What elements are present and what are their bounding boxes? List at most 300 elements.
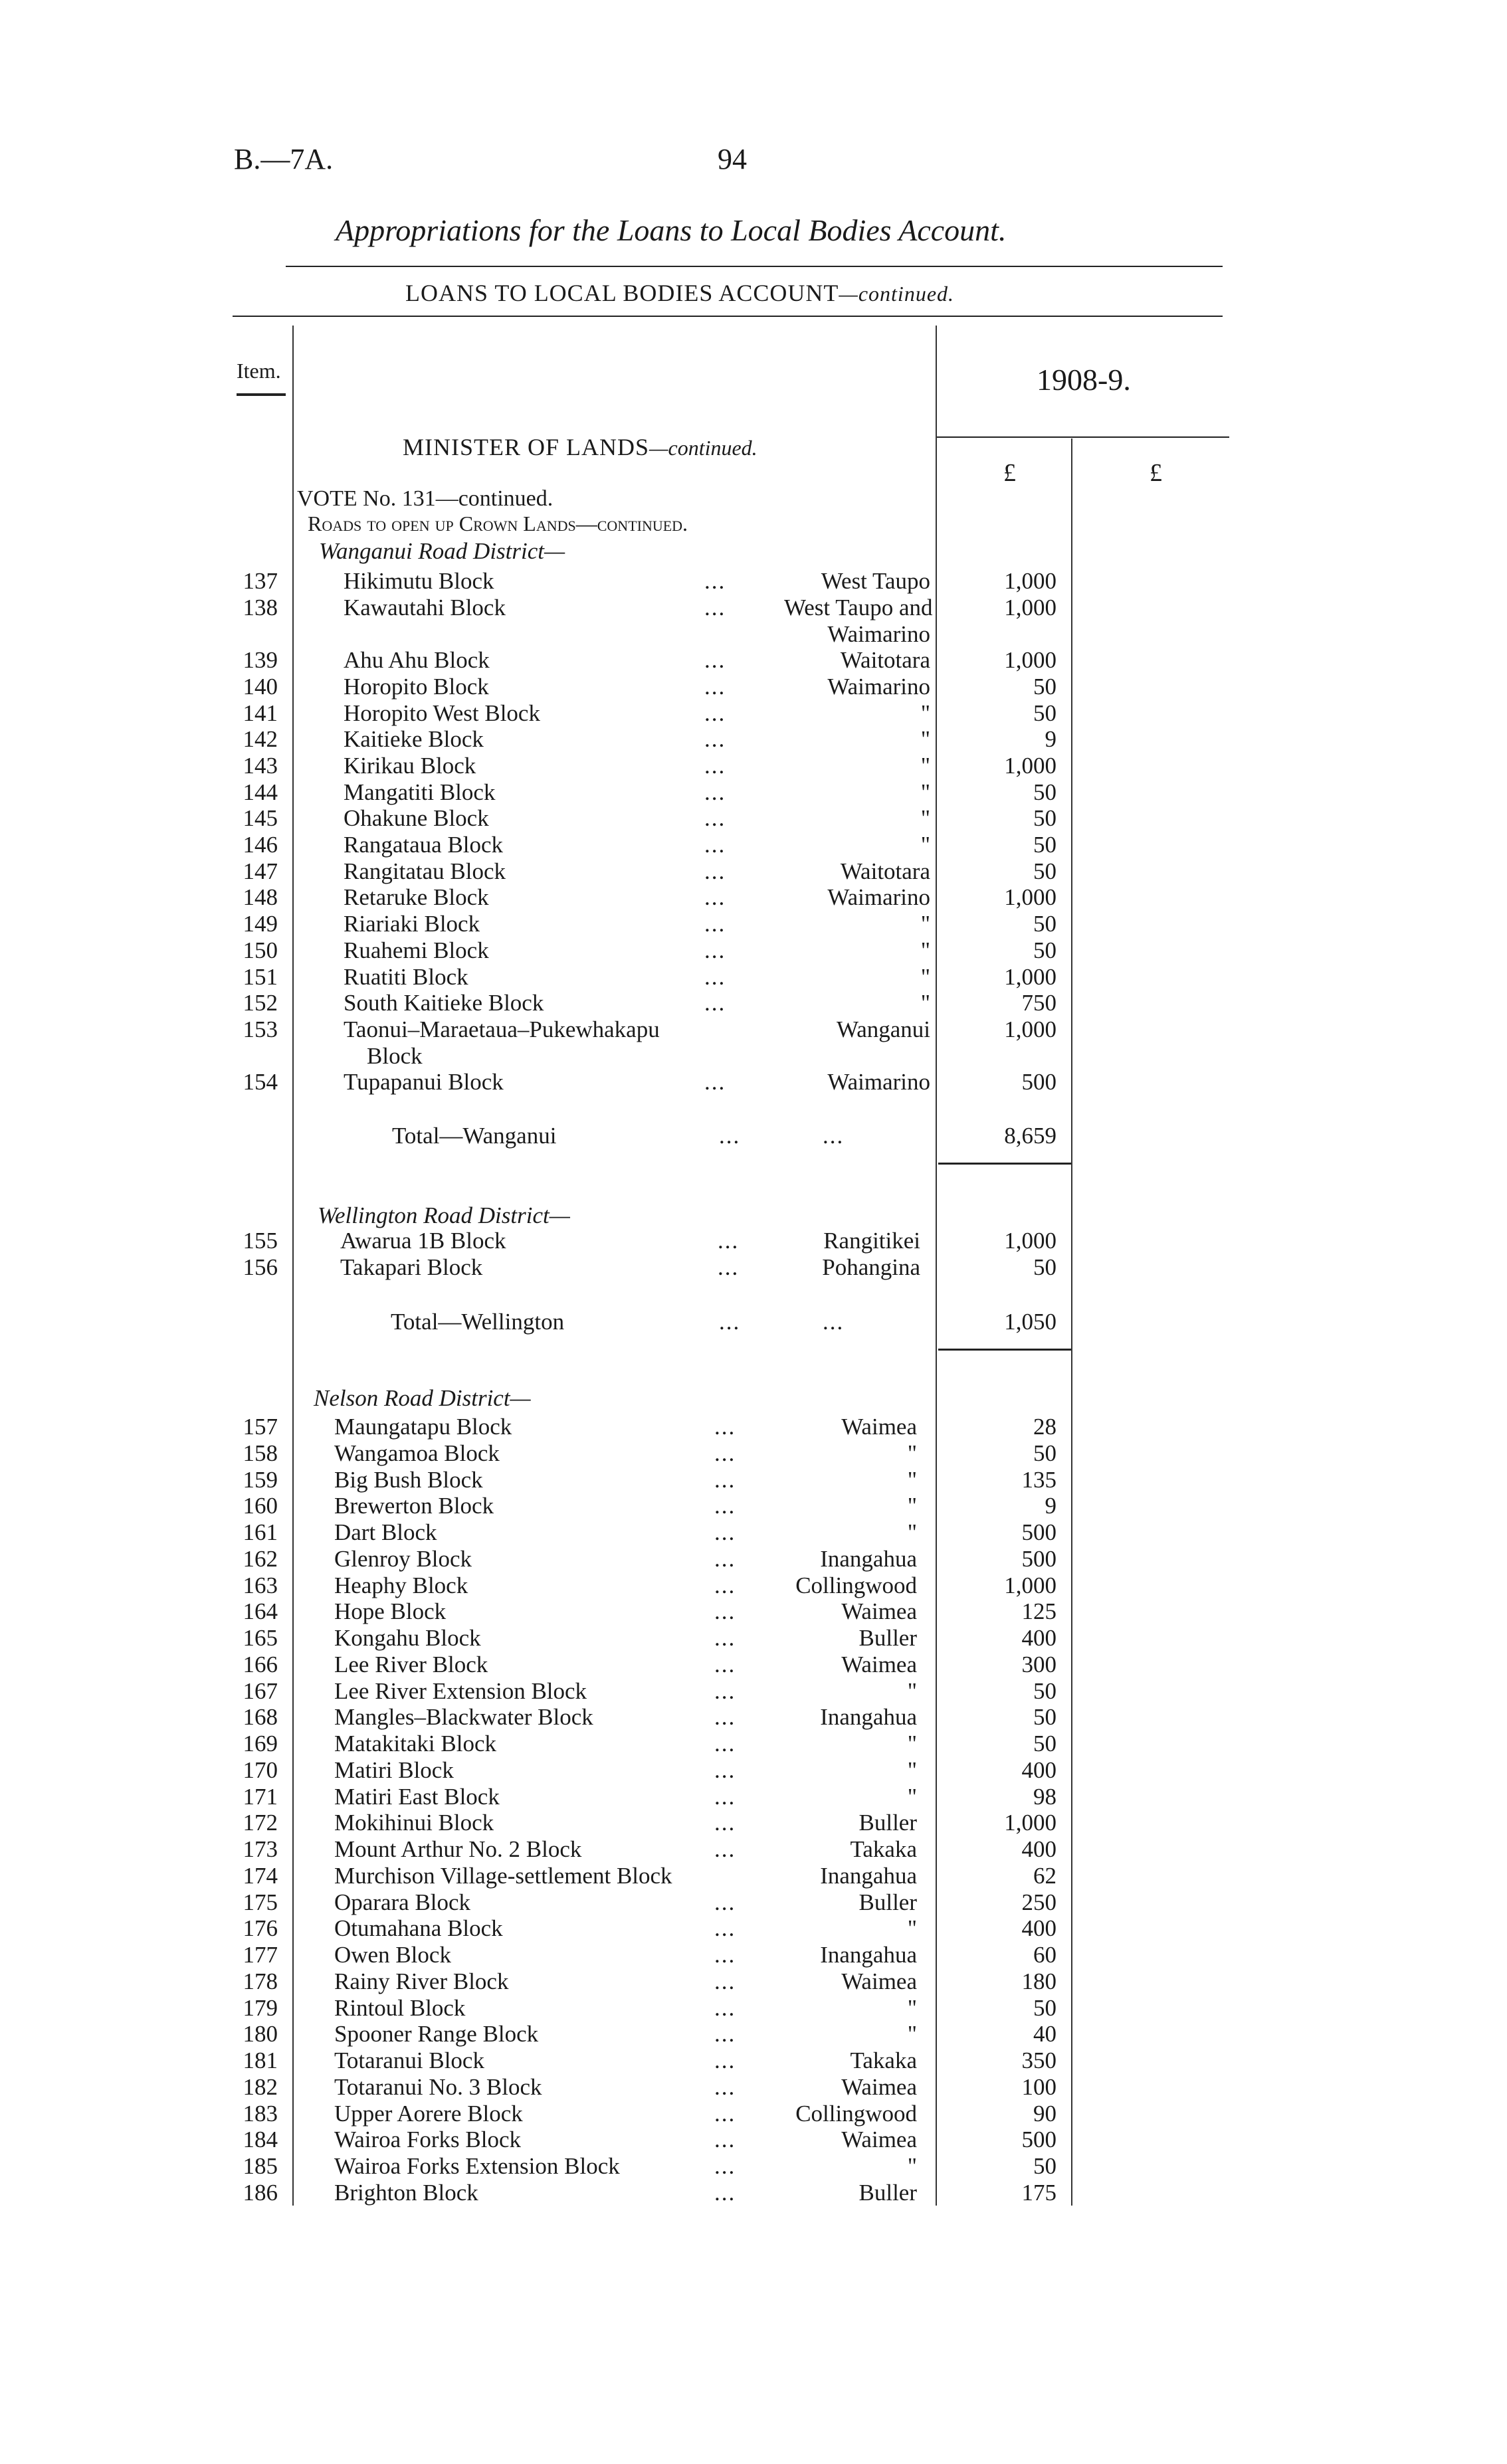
block-name: Kongahu Block xyxy=(334,1625,481,1651)
leader-dots: ... xyxy=(704,779,726,805)
district-location: Waitotara xyxy=(840,858,930,884)
block-name: South Kaitieke Block xyxy=(344,990,544,1016)
item-number: 150 xyxy=(243,937,278,963)
table-row xyxy=(0,1704,1507,1731)
block-name: Big Bush Block xyxy=(334,1466,483,1493)
block-name: Glenroy Block xyxy=(334,1545,472,1572)
table-row xyxy=(0,2127,1507,2153)
item-number: 141 xyxy=(243,700,278,726)
amount: 50 xyxy=(1033,1440,1056,1466)
district-location: " xyxy=(920,700,930,726)
item-number: 156 xyxy=(243,1254,278,1280)
table-row xyxy=(0,911,1507,937)
leader-dots: ... xyxy=(714,1519,736,1545)
table-row xyxy=(0,1572,1507,1599)
district-location: " xyxy=(920,805,930,832)
leader-dots: ... xyxy=(714,1651,736,1677)
item-number: 146 xyxy=(243,832,278,858)
amount: 1,000 xyxy=(1004,647,1056,674)
leader-dots: ... xyxy=(714,1545,736,1572)
district-location: " xyxy=(920,726,930,753)
table-row xyxy=(0,2021,1507,2047)
district-location: Inangahua xyxy=(820,1545,917,1572)
amount: 40 xyxy=(1033,2021,1056,2047)
district-location: Buller xyxy=(858,1625,917,1651)
leader-dots: ... xyxy=(704,990,726,1016)
item-number: 152 xyxy=(243,990,278,1016)
item-number: 144 xyxy=(243,779,278,805)
item-number: 166 xyxy=(243,1651,278,1677)
leader-dots: ... xyxy=(714,1493,736,1519)
item-number: 151 xyxy=(243,963,278,990)
item-number: 176 xyxy=(243,1915,278,1942)
district-location: Buller xyxy=(858,1810,917,1836)
district-location: Waimea xyxy=(841,1414,917,1440)
block-name: Ahu Ahu Block xyxy=(344,647,490,674)
total-label: Total—Wellington xyxy=(391,1309,565,1335)
district-location: " xyxy=(920,937,930,963)
amount: 750 xyxy=(1021,990,1056,1016)
block-name: Horopito West Block xyxy=(344,700,540,726)
block-name: Mangatiti Block xyxy=(344,779,496,805)
district-location: Waimarino xyxy=(827,673,930,700)
table-row xyxy=(0,1467,1507,1493)
table-row xyxy=(0,1995,1507,2022)
item-number: 169 xyxy=(243,1731,278,1756)
leader-dots: ... xyxy=(714,1810,736,1836)
item-number: 157 xyxy=(243,1414,278,1440)
amount: 50 xyxy=(1033,1677,1056,1704)
amount: 50 xyxy=(1033,779,1056,805)
leader-dots: ... xyxy=(714,1677,736,1704)
district-location: " xyxy=(907,1493,917,1519)
item-number: 186 xyxy=(243,2179,278,2206)
table-row xyxy=(0,1836,1507,1863)
table-row xyxy=(0,568,1507,595)
block-name: Tupapanui Block xyxy=(344,1069,504,1095)
leader-dots: ... xyxy=(714,2127,736,2153)
table-row xyxy=(0,805,1507,832)
amount: 400 xyxy=(1021,1756,1056,1783)
ministry-continued: —continued. xyxy=(649,436,757,460)
block-name: Lee River Block xyxy=(334,1651,488,1677)
leader-dots: ... xyxy=(704,858,726,884)
item-number: 177 xyxy=(243,1942,278,1968)
district-location: " xyxy=(907,1783,917,1810)
amount: 50 xyxy=(1033,832,1056,858)
district-location: " xyxy=(920,963,930,990)
table-row xyxy=(0,1731,1507,1757)
district-location: " xyxy=(907,1440,917,1466)
table-row xyxy=(0,1889,1507,1916)
leader-dots: ... xyxy=(714,2153,736,2179)
leader-dots: ... xyxy=(704,673,726,700)
leader-dots: ... xyxy=(704,805,726,832)
amount: 50 xyxy=(1033,1731,1056,1756)
district-location: " xyxy=(920,911,930,937)
amount: 98 xyxy=(1033,1783,1056,1810)
table-row xyxy=(0,964,1507,991)
leader-dots: ... xyxy=(714,1968,736,1994)
table-row xyxy=(0,1678,1507,1705)
block-name: Maungatapu Block xyxy=(334,1414,512,1440)
table-row xyxy=(0,1810,1507,1836)
item-number: 162 xyxy=(243,1545,278,1572)
block-name: Rangataua Block xyxy=(344,832,504,858)
leader-dots: ... xyxy=(714,1704,736,1731)
block-name: Awarua 1B Block xyxy=(340,1228,506,1254)
item-number: 164 xyxy=(243,1598,278,1625)
item-number: 171 xyxy=(243,1783,278,1810)
amount: 175 xyxy=(1021,2179,1056,2206)
district-location: Takaka xyxy=(850,1836,917,1862)
amount: 1,000 xyxy=(1004,568,1056,594)
block-name: Otumahana Block xyxy=(334,1915,503,1942)
item-number: 148 xyxy=(243,884,278,911)
total-amount: 8,659 xyxy=(1004,1123,1056,1149)
table-row xyxy=(0,1784,1507,1810)
block-name: Upper Aorere Block xyxy=(334,2100,523,2127)
leader-dots: ... xyxy=(714,1440,736,1466)
item-number: 138 xyxy=(243,594,278,620)
block-name: Brighton Block xyxy=(334,2179,478,2206)
district-location: " xyxy=(907,1677,917,1704)
table-row xyxy=(0,2047,1507,2074)
table-row xyxy=(0,594,1507,647)
leader-dots: ... xyxy=(714,1466,736,1493)
total-dots: ... xyxy=(719,1123,741,1149)
amount: 300 xyxy=(1021,1651,1056,1677)
total-dots: ... xyxy=(719,1309,741,1335)
table-row xyxy=(0,937,1507,964)
header-top-rule xyxy=(233,316,1223,317)
district-location: Collingwood xyxy=(795,1572,917,1598)
amount: 135 xyxy=(1021,1466,1056,1493)
amount: 50 xyxy=(1033,1994,1056,2021)
leader-dots: ... xyxy=(714,1572,736,1598)
table-row xyxy=(0,1942,1507,1968)
leader-dots: ... xyxy=(704,568,726,594)
item-number: 149 xyxy=(243,911,278,937)
block-name: Oparara Block xyxy=(334,1889,471,1915)
item-number: 145 xyxy=(243,805,278,832)
amount: 500 xyxy=(1021,1519,1056,1545)
item-number: 178 xyxy=(243,1968,278,1994)
pound-header-1: £ xyxy=(1003,459,1016,487)
item-number: 181 xyxy=(243,2047,278,2073)
item-number: 153 xyxy=(243,1016,278,1042)
district-location: " xyxy=(920,779,930,805)
leader-dots: ... xyxy=(714,1731,736,1756)
wellington-total-rule xyxy=(938,1349,1071,1351)
amount: 180 xyxy=(1021,1968,1056,1994)
account-continued: —continued. xyxy=(839,282,955,306)
district-location: Takaka xyxy=(850,2047,917,2073)
block-name: Wairoa Forks Extension Block xyxy=(334,2153,620,2179)
amount: 350 xyxy=(1021,2047,1056,2073)
table-row xyxy=(0,1414,1507,1440)
district-location: Pohangina xyxy=(822,1254,920,1280)
table-row xyxy=(0,1493,1507,1519)
district-location: " xyxy=(907,1994,917,2021)
district-location: Wanganui xyxy=(836,1016,930,1042)
amount: 9 xyxy=(1045,1493,1056,1519)
year-rule xyxy=(937,436,1229,438)
amount: 125 xyxy=(1021,1598,1056,1625)
wellington-total-row xyxy=(0,1309,1507,1335)
block-name: Wairoa Forks Block xyxy=(334,2127,522,2153)
district-location: " xyxy=(920,832,930,858)
wanganui-total-row xyxy=(0,1123,1507,1149)
leader-dots: ... xyxy=(704,700,726,726)
district-location: Inangahua xyxy=(820,1942,917,1968)
total-label: Total—Wanganui xyxy=(392,1123,557,1149)
leader-dots: ... xyxy=(714,1942,736,1968)
block-name: Matiri Block xyxy=(334,1756,454,1783)
table-row xyxy=(0,2180,1507,2206)
amount: 400 xyxy=(1021,1915,1056,1942)
item-number: 168 xyxy=(243,1704,278,1731)
district-location: Waimarino xyxy=(827,884,930,911)
nelson-district-heading: Nelson Road District— xyxy=(314,1385,531,1411)
block-name: Mount Arthur No. 2 Block xyxy=(334,1836,582,1862)
table-row xyxy=(0,2101,1507,2127)
item-number: 147 xyxy=(243,858,278,884)
wanganui-total-rule xyxy=(938,1163,1071,1165)
amount: 500 xyxy=(1021,1069,1056,1095)
leader-dots: ... xyxy=(704,911,726,937)
title-rule xyxy=(286,266,1223,267)
table-row xyxy=(0,1519,1507,1546)
item-number: 167 xyxy=(243,1677,278,1704)
amount: 50 xyxy=(1033,673,1056,700)
amount: 50 xyxy=(1033,1254,1056,1280)
item-number: 182 xyxy=(243,2073,278,2100)
district-location: Waitotara xyxy=(840,647,930,674)
amount: 50 xyxy=(1033,858,1056,884)
leader-dots: ... xyxy=(704,963,726,990)
leader-dots: ... xyxy=(704,726,726,753)
amount: 50 xyxy=(1033,911,1056,937)
item-number: 170 xyxy=(243,1756,278,1783)
table-row xyxy=(0,1228,1507,1254)
district-location: Waimea xyxy=(841,2073,917,2100)
table-row xyxy=(0,647,1507,674)
leader-dots: ... xyxy=(714,1625,736,1651)
amount: 1,000 xyxy=(1004,752,1056,779)
block-name: Kaitieke Block xyxy=(344,726,484,753)
item-number: 161 xyxy=(243,1519,278,1545)
amount: 60 xyxy=(1033,1942,1056,1968)
table-row xyxy=(0,1440,1507,1467)
leader-dots: ... xyxy=(714,2073,736,2100)
item-number: 185 xyxy=(243,2153,278,2179)
district-location: " xyxy=(907,1519,917,1545)
leader-dots: ... xyxy=(714,1783,736,1810)
leader-dots: ... xyxy=(704,1069,726,1095)
block-name: Murchison Village-settlement Block xyxy=(334,1862,672,1889)
block-name: Takapari Block xyxy=(340,1254,483,1280)
item-number: 140 xyxy=(243,673,278,700)
leader-dots: ... xyxy=(704,832,726,858)
total-amount: 1,050 xyxy=(1004,1309,1056,1335)
table-row xyxy=(0,753,1507,779)
amount: 90 xyxy=(1033,2100,1056,2127)
total-dots: ... xyxy=(823,1123,845,1149)
item-number: 137 xyxy=(243,568,278,594)
leader-dots: ... xyxy=(704,937,726,963)
amount: 400 xyxy=(1021,1625,1056,1651)
block-name: Totaranui No. 3 Block xyxy=(334,2073,542,2100)
amount: 50 xyxy=(1033,937,1056,963)
district-location: " xyxy=(907,1756,917,1783)
amount: 1,000 xyxy=(1004,1810,1056,1836)
item-number: 165 xyxy=(243,1625,278,1651)
leader-dots: ... xyxy=(714,1994,736,2021)
block-name: Retaruke Block xyxy=(344,884,489,911)
district-location: Waimea xyxy=(841,2127,917,2153)
table-row xyxy=(0,779,1507,806)
district-location: " xyxy=(920,752,930,779)
amount: 50 xyxy=(1033,1704,1056,1731)
item-number: 139 xyxy=(243,647,278,674)
block-name: Dart Block xyxy=(334,1519,437,1545)
amount: 9 xyxy=(1045,726,1056,753)
table-row xyxy=(0,1598,1507,1625)
item-number: 158 xyxy=(243,1440,278,1466)
leader-dots: ... xyxy=(714,1836,736,1862)
item-number: 163 xyxy=(243,1572,278,1598)
district-location-continued: Waimarino xyxy=(827,620,930,647)
item-number: 159 xyxy=(243,1466,278,1493)
amount: 50 xyxy=(1033,700,1056,726)
total-dots: ... xyxy=(823,1309,845,1335)
roads-heading: Roads to open up Crown Lands—continued. xyxy=(308,512,688,535)
item-number: 175 xyxy=(243,1889,278,1915)
amount: 1,000 xyxy=(1004,594,1056,620)
block-name: Hope Block xyxy=(334,1598,447,1625)
district-location: " xyxy=(907,1731,917,1756)
leader-dots: ... xyxy=(714,2179,736,2206)
ministry-name: MINISTER OF LANDS xyxy=(403,434,650,460)
item-number: 174 xyxy=(243,1862,278,1889)
district-location: Inangahua xyxy=(820,1704,917,1731)
item-number: 143 xyxy=(243,752,278,779)
wanganui-district-heading: Wanganui Road District— xyxy=(319,538,565,564)
amount: 400 xyxy=(1021,1836,1056,1862)
document-reference: B.—7A. xyxy=(234,143,334,175)
table-row xyxy=(0,1546,1507,1572)
leader-dots: ... xyxy=(714,1915,736,1942)
block-name: Riariaki Block xyxy=(344,911,480,937)
page-number: 94 xyxy=(718,143,747,175)
leader-dots: ... xyxy=(714,1598,736,1625)
item-number: 154 xyxy=(243,1069,278,1095)
ministry-heading xyxy=(403,433,757,461)
vote-heading: VOTE No. 131—continued. xyxy=(297,486,553,511)
block-name: Mokihinui Block xyxy=(334,1810,494,1836)
item-number: 183 xyxy=(243,2100,278,2127)
leader-dots: ... xyxy=(718,1254,740,1280)
table-row xyxy=(0,1069,1507,1095)
table-row xyxy=(0,2074,1507,2101)
table-row xyxy=(0,700,1507,727)
table-row xyxy=(0,990,1507,1016)
district-location: Rangitikei xyxy=(823,1228,920,1254)
table-row xyxy=(0,1968,1507,1995)
table-row xyxy=(0,858,1507,885)
item-number: 142 xyxy=(243,726,278,753)
block-name: Mangles–Blackwater Block xyxy=(334,1704,593,1731)
district-location: " xyxy=(907,2153,917,2179)
year-column-header: 1908-9. xyxy=(1037,363,1131,397)
table-row xyxy=(0,884,1507,911)
leader-dots: ... xyxy=(704,647,726,674)
amount: 28 xyxy=(1033,1414,1056,1440)
table-row xyxy=(0,832,1507,858)
block-name: Spooner Range Block xyxy=(334,2021,539,2047)
item-number: 173 xyxy=(243,1836,278,1862)
item-number: 184 xyxy=(243,2127,278,2153)
leader-dots: ... xyxy=(714,1889,736,1915)
block-name: Totaranui Block xyxy=(334,2047,484,2073)
block-name: Matakitaki Block xyxy=(334,1731,496,1756)
block-name: Kawautahi Block xyxy=(344,594,506,620)
block-name: Rintoul Block xyxy=(334,1994,466,2021)
district-location: " xyxy=(907,1915,917,1942)
leader-dots: ... xyxy=(704,884,726,911)
block-name: Ohakune Block xyxy=(344,805,489,832)
block-name: Kirikau Block xyxy=(344,752,476,779)
table-row xyxy=(0,1254,1507,1281)
amount: 50 xyxy=(1033,2153,1056,2179)
pound-header-2: £ xyxy=(1150,459,1162,487)
district-location: Waimea xyxy=(841,1598,917,1625)
leader-dots: ... xyxy=(714,2021,736,2047)
amount: 1,000 xyxy=(1004,1016,1056,1042)
amount: 1,000 xyxy=(1004,884,1056,911)
item-number: 160 xyxy=(243,1493,278,1519)
amount: 50 xyxy=(1033,805,1056,832)
block-name-continued: Block xyxy=(367,1042,423,1069)
table-row xyxy=(0,1915,1507,1942)
item-header-underline xyxy=(237,393,286,396)
table-row xyxy=(0,1625,1507,1652)
district-location: Waimea xyxy=(841,1968,917,1994)
item-number: 180 xyxy=(243,2021,278,2047)
block-name: Hikimutu Block xyxy=(344,568,494,594)
amount: 100 xyxy=(1021,2073,1056,2100)
table-row xyxy=(0,2153,1507,2180)
district-location: Buller xyxy=(858,1889,917,1915)
item-number: 179 xyxy=(243,1994,278,2021)
block-name: Brewerton Block xyxy=(334,1493,494,1519)
block-name: Lee River Extension Block xyxy=(334,1677,587,1704)
block-name: Horopito Block xyxy=(344,673,489,700)
district-location: " xyxy=(907,2021,917,2047)
amount: 62 xyxy=(1033,1862,1056,1889)
block-name: Heaphy Block xyxy=(334,1572,468,1598)
block-name: Rangitatau Block xyxy=(344,858,506,884)
amount: 500 xyxy=(1021,1545,1056,1572)
table-row xyxy=(0,726,1507,753)
leader-dots: ... xyxy=(714,1414,736,1440)
district-location: Waimarino xyxy=(827,1069,930,1095)
item-number: 172 xyxy=(243,1810,278,1836)
leader-dots: ... xyxy=(714,2047,736,2073)
table-row xyxy=(0,1652,1507,1678)
block-name: Matiri East Block xyxy=(334,1783,500,1810)
